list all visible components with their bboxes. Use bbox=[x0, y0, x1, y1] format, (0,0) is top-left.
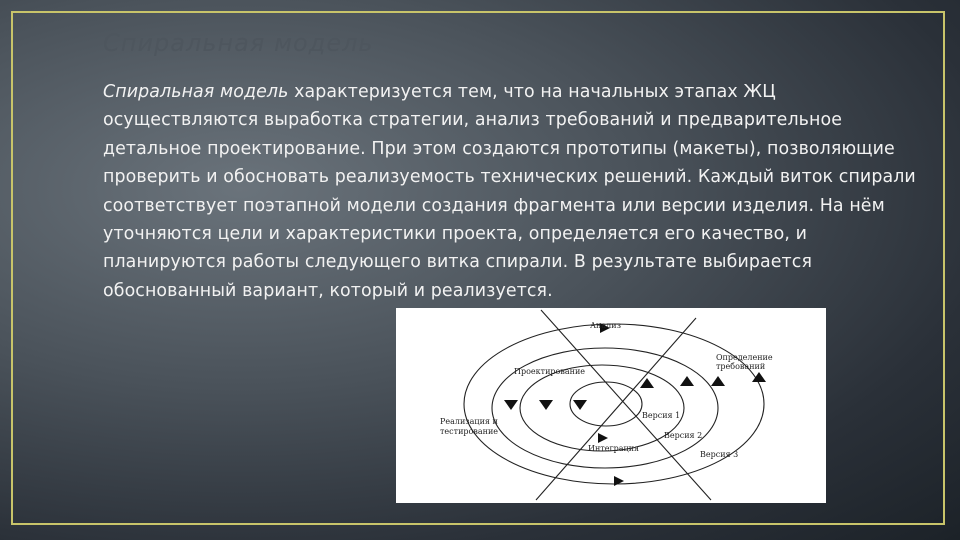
body-lead-term: Спиральная модель bbox=[103, 82, 289, 102]
slide-title: Спиральная модель bbox=[103, 29, 374, 57]
label-version-1: Версия 1 bbox=[642, 411, 681, 420]
label-implementation-line1: Реализация и bbox=[440, 417, 498, 426]
marker-6 bbox=[711, 376, 725, 386]
marker-2 bbox=[539, 400, 553, 410]
axis-diagonal-left bbox=[541, 310, 711, 500]
label-design: Проектирование bbox=[514, 367, 586, 376]
marker-7 bbox=[752, 372, 766, 382]
label-integration: Интеграция bbox=[588, 444, 640, 453]
label-version-3: Версия 3 bbox=[700, 450, 739, 459]
slide-body-text bbox=[103, 78, 923, 305]
axis-diagonal-right bbox=[536, 318, 696, 500]
spiral-model-diagram bbox=[396, 308, 826, 503]
marker-1 bbox=[504, 400, 518, 410]
label-requirements-line2: требований bbox=[716, 362, 766, 371]
body-description: характеризуется тем, что на начальных этапах ЖЦ осуществляются выработка стратегии, анализ требований и предварительное детальное проектирование. При этом создаются прототипы (макеты), позволяющие проверить и обосновать реализуемость технических решений. Каждый виток спирали соответствует поэтапной модели создания фрагмента или версии изделия. На нём уточняются цели и характеристики проекта, определяется его качество, и планируются работы следующего витка спирали. В результате выбирается обоснованный вариант, который и реализуется. bbox=[103, 82, 916, 301]
label-analysis: Анализ bbox=[590, 321, 621, 330]
label-version-2: Версия 2 bbox=[664, 431, 703, 440]
marker-9 bbox=[598, 433, 608, 443]
marker-5 bbox=[680, 376, 694, 386]
spiral-diagram-svg bbox=[396, 308, 826, 503]
label-requirements-line1: Определение bbox=[716, 353, 773, 362]
label-implementation-line2: тестирование bbox=[440, 427, 499, 436]
marker-3 bbox=[573, 400, 587, 410]
